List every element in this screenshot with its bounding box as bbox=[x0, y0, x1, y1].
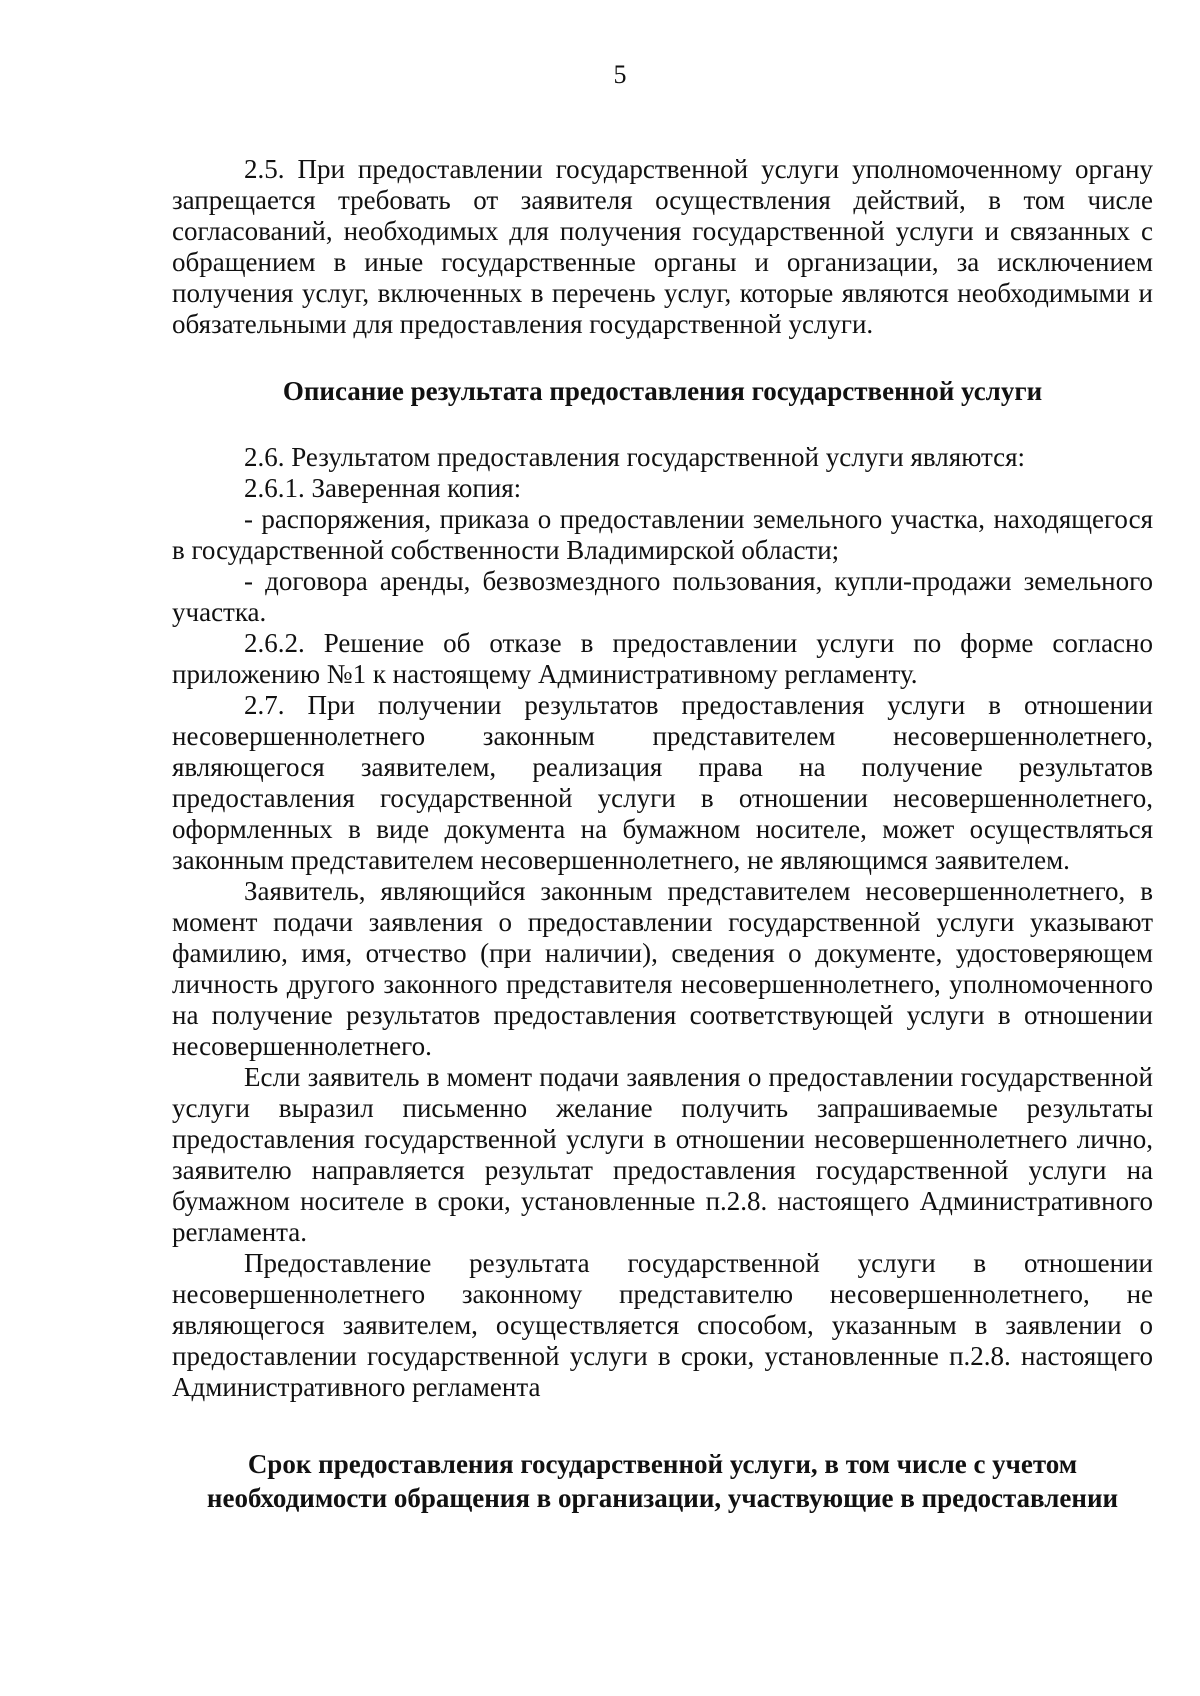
paragraph-if-applicant: Если заявитель в момент подачи заявления о предоставлении государственной услуги выразил письменно желание получить запрашиваемые результаты предоставления государственной услуги в отношении несовершеннолетнего лично, заявителю направляется результат предоставления государственной услуги на бумажном носителе в сроки, установленные п.2.8. настоящего Административного регламента. bbox=[172, 1062, 1153, 1247]
bullet-order: - распоряжения, приказа о предоставлении земельного участка, находящегося в государственной собственности Владимирской области; bbox=[172, 504, 1153, 565]
paragraph-2-5: 2.5. При предоставлении государственной услуги уполномоченному органу запрещается требовать от заявителя осуществления действий, в том числе согласований, необходимых для получения государственной услуги и связанных с обращением в иные государственные органы и организации, за исключением получения услуг, включенных в перечень услуг, которые являются необходимыми и обязательными для предоставления государственной услуги. bbox=[172, 154, 1153, 339]
heading-service-term-line-1: Срок предоставления государственной услуги, в том числе с учетом bbox=[247, 1449, 1078, 1479]
paragraph-2-6: 2.6. Результатом предоставления государственной услуги являются: bbox=[244, 442, 1026, 472]
document-body bbox=[172, 154, 1153, 1515]
page-number: 5 bbox=[613, 60, 627, 89]
paragraph-applicant: Заявитель, являющийся законным представителем несовершеннолетнего, в момент подачи заявления о предоставлении государственной услуги указывают фамилию, имя, отчество (при наличии), сведения о документе, удостоверяющем личность другого законного представителя несовершеннолетнего, уполномоченного на получение результатов предоставления соответствующей услуги в отношении несовершеннолетнего. bbox=[172, 876, 1153, 1061]
heading-service-term-line-2: необходимости обращения в организации, участвующие в предоставлении bbox=[206, 1483, 1119, 1513]
paragraph-2-6-2: 2.6.2. Решение об отказе в предоставлении услуги по форме согласно приложению №1 к настоящему Административному регламенту. bbox=[172, 628, 1153, 689]
paragraph-provision: Предоставление результата государственной услуги в отношении несовершеннолетнего законному представителю несовершеннолетнего, не являющегося заявителем, осуществляется способом, указанным в заявлении о предоставлении государственной услуги в сроки, установленные п.2.8. настоящего Административного регламента bbox=[172, 1248, 1153, 1402]
paragraph-2-6-1: 2.6.1. Заверенная копия: bbox=[244, 473, 522, 503]
paragraph-2-7: 2.7. При получении результатов предоставления услуги в отношении несовершеннолетнего законным представителем несовершеннолетнего, являющегося заявителем, реализация права на получение результатов предоставления государственной услуги в отношении несовершеннолетнего, оформленных в виде документа на бумажном носителе, может осуществляться законным представителем несовершеннолетнего, не являющимся заявителем. bbox=[172, 690, 1153, 875]
bullet-contract: - договора аренды, безвозмездного пользования, купли-продажи земельного участка. bbox=[172, 566, 1153, 627]
heading-result-description: Описание результата предоставления государственной услуги bbox=[282, 376, 1043, 406]
heading-service-term bbox=[172, 1447, 1153, 1515]
